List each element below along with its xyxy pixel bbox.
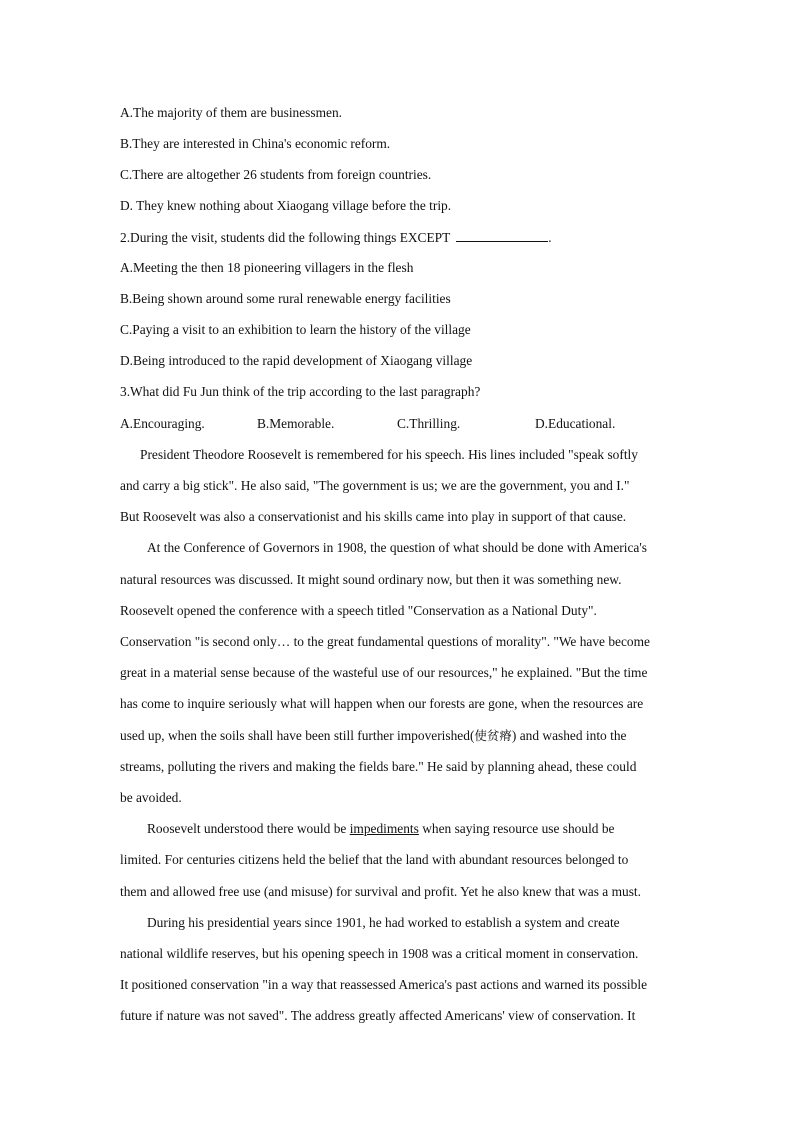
passage-p2-line7 xyxy=(120,728,626,744)
q1-option-c: C.There are altogether 26 students from foreign countries. xyxy=(120,167,432,182)
q3-option-b: B.Memorable. xyxy=(257,416,335,431)
passage-p3-line3: them and allowed free use (and misuse) for survival and profit. Yet he also knew that was a must. xyxy=(120,884,641,899)
passage-p1-line2: and carry a big stick". He also said, "The government is us; we are the government, you and I." xyxy=(120,478,630,493)
q1-option-b: B.They are interested in China's economic reform. xyxy=(120,136,391,151)
chinese-gloss: 使贫瘠 xyxy=(474,728,512,743)
q2-option-d: D.Being introduced to the rapid development of Xiaogang village xyxy=(120,353,473,368)
passage-p4-line1: During his presidential years since 1901, he had worked to establish a system and create xyxy=(147,915,620,930)
passage-p2-line9: be avoided. xyxy=(120,790,182,805)
passage-p1-line1: President Theodore Roosevelt is remembered for his speech. His lines included "speak softly xyxy=(140,447,638,462)
q3-stem: 3.What did Fu Jun think of the trip according to the last paragraph? xyxy=(120,384,481,399)
p2-line7-before: used up, when the soils shall have been still further impoverished( xyxy=(120,728,475,743)
p3-line1-after: when saying resource use should be xyxy=(418,821,615,836)
q2-stem: 2.During the visit, students did the following things EXCEPT xyxy=(120,230,451,245)
passage-p2-line1: At the Conference of Governors in 1908, the question of what should be done with America's xyxy=(147,540,647,555)
passage-p2-line6: has come to inquire seriously what will happen when our forests are gone, when the resources are xyxy=(120,696,644,711)
passage-p4-line3: It positioned conservation "in a way that reassessed America's past actions and warned its possible xyxy=(120,977,648,992)
passage-p2-line3: Roosevelt opened the conference with a speech titled "Conservation as a National Duty". xyxy=(120,603,597,618)
passage-p3-line2: limited. For centuries citizens held the belief that the land with abundant resources belonged to xyxy=(120,852,629,867)
q3-option-a: A.Encouraging. xyxy=(120,416,205,431)
p2-line7-after: ) and washed into the xyxy=(511,728,627,743)
q3-option-c: C.Thrilling. xyxy=(397,416,461,431)
p3-line1-before: Roosevelt understood there would be xyxy=(147,821,350,836)
passage-p4-line2: national wildlife reserves, but his opening speech in 1908 was a critical moment in conservation. xyxy=(120,946,639,961)
passage-p2-line8: streams, polluting the rivers and making the fields bare." He said by planning ahead, these could xyxy=(120,759,637,774)
q2-stem-line xyxy=(120,229,552,246)
q2-option-b: B.Being shown around some rural renewable energy facilities xyxy=(120,291,451,306)
q1-option-a: A.The majority of them are businessmen. xyxy=(120,105,343,120)
passage-p4-line4: future if nature was not saved". The address greatly affected Americans' view of conservation. It xyxy=(120,1008,636,1023)
passage-p2-line2: natural resources was discussed. It might sound ordinary now, but then it was something new. xyxy=(120,572,622,587)
passage-p2-line4: Conservation "is second only… to the great fundamental questions of morality". "We have become xyxy=(120,634,650,649)
answer-blank xyxy=(456,229,548,242)
passage-p3-line1 xyxy=(147,821,614,837)
q2-stem-end: . xyxy=(548,230,552,245)
q2-option-c: C.Paying a visit to an exhibition to learn the history of the village xyxy=(120,322,471,337)
q3-option-d: D.Educational. xyxy=(535,416,616,431)
passage-p2-line5: great in a material sense because of the wasteful use of our resources," he explained. "But the time xyxy=(120,665,648,680)
underlined-word: impediments xyxy=(349,821,419,836)
q2-option-a: A.Meeting the then 18 pioneering villagers in the flesh xyxy=(120,260,414,275)
q1-option-d: D. They knew nothing about Xiaogang village before the trip. xyxy=(120,198,452,213)
passage-p1-line3: But Roosevelt was also a conservationist and his skills came into play in support of that cause. xyxy=(120,509,627,524)
